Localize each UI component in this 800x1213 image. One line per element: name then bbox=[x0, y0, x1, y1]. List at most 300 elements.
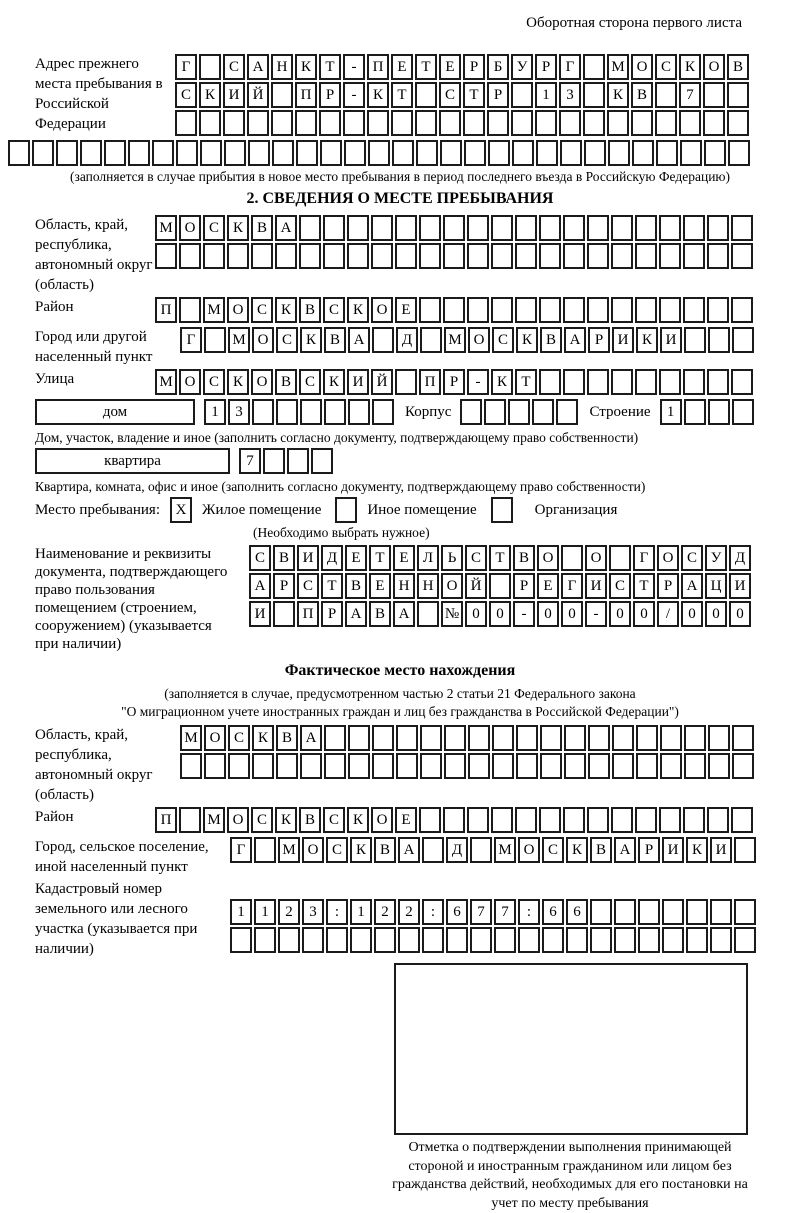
char-box: К bbox=[275, 297, 297, 323]
char-box: В bbox=[345, 573, 367, 599]
char-box: В bbox=[374, 837, 396, 863]
char-box bbox=[368, 140, 390, 166]
char-box: М bbox=[444, 327, 466, 353]
char-box: Г bbox=[633, 545, 655, 571]
actual-location-caption-1: (заполняется в случае, предусмотренном частью 2 статьи 21 Федерального закона bbox=[164, 686, 636, 701]
char-box: Р bbox=[657, 573, 679, 599]
char-box bbox=[539, 297, 561, 323]
char-box bbox=[324, 753, 346, 779]
char-box bbox=[248, 140, 270, 166]
char-box bbox=[155, 243, 177, 269]
char-box bbox=[460, 399, 482, 425]
char-box: : bbox=[326, 899, 348, 925]
char-box: К bbox=[367, 82, 389, 108]
char-box bbox=[296, 140, 318, 166]
char-box: О bbox=[703, 54, 725, 80]
prev-address-row-1 bbox=[175, 54, 751, 80]
char-box bbox=[540, 753, 562, 779]
char-box: Е bbox=[369, 573, 391, 599]
prev-address-row-3 bbox=[175, 110, 751, 136]
char-box: С bbox=[249, 545, 271, 571]
char-box bbox=[179, 243, 201, 269]
char-box bbox=[203, 243, 225, 269]
house-field bbox=[35, 399, 800, 427]
char-box: В bbox=[631, 82, 653, 108]
char-box: К bbox=[227, 215, 249, 241]
char-box bbox=[614, 927, 636, 953]
char-box: К bbox=[295, 54, 317, 80]
char-box bbox=[563, 297, 585, 323]
char-box bbox=[587, 297, 609, 323]
char-box: 1 bbox=[230, 899, 252, 925]
char-box: С bbox=[251, 807, 273, 833]
char-box bbox=[590, 899, 612, 925]
char-box: О bbox=[518, 837, 540, 863]
char-box: С bbox=[251, 297, 273, 323]
char-box: М bbox=[155, 369, 177, 395]
char-box bbox=[516, 725, 538, 751]
char-box bbox=[731, 297, 753, 323]
char-box bbox=[302, 927, 324, 953]
char-box bbox=[583, 110, 605, 136]
char-box bbox=[683, 807, 705, 833]
char-box bbox=[635, 243, 657, 269]
stay-type-label: Место пребывания: bbox=[35, 502, 160, 518]
char-box: Т bbox=[391, 82, 413, 108]
char-box: Р bbox=[513, 573, 535, 599]
char-box: 7 bbox=[494, 899, 516, 925]
char-box bbox=[727, 82, 749, 108]
char-box: № bbox=[441, 601, 463, 627]
char-box bbox=[731, 215, 753, 241]
char-box bbox=[732, 725, 754, 751]
char-box: И bbox=[223, 82, 245, 108]
title-document-label: Наименование и реквизиты документа, подтверждающего право пользования помещением (строением, сооружением) (указывается при наличии) bbox=[35, 546, 228, 652]
char-box bbox=[583, 82, 605, 108]
char-box bbox=[371, 215, 393, 241]
char-box bbox=[708, 753, 730, 779]
prev-address-row-2 bbox=[175, 82, 751, 108]
char-box bbox=[467, 243, 489, 269]
char-box bbox=[683, 369, 705, 395]
char-box: В bbox=[275, 369, 297, 395]
char-box: Р bbox=[588, 327, 610, 353]
char-box: О bbox=[252, 327, 274, 353]
char-box bbox=[179, 297, 201, 323]
char-box bbox=[588, 753, 610, 779]
actual-region-row-1 bbox=[180, 725, 756, 751]
char-box: В bbox=[299, 297, 321, 323]
char-box bbox=[463, 110, 485, 136]
char-box: В bbox=[369, 601, 391, 627]
apartment-number-row bbox=[239, 448, 335, 474]
char-box: / bbox=[657, 601, 679, 627]
char-box bbox=[703, 82, 725, 108]
char-box bbox=[566, 927, 588, 953]
char-box: 0 bbox=[561, 601, 583, 627]
char-box bbox=[252, 753, 274, 779]
char-box bbox=[542, 927, 564, 953]
char-box: Т bbox=[633, 573, 655, 599]
char-box bbox=[659, 297, 681, 323]
char-box bbox=[631, 110, 653, 136]
char-box bbox=[278, 927, 300, 953]
char-box bbox=[539, 243, 561, 269]
char-box bbox=[728, 140, 750, 166]
char-box: Р bbox=[273, 573, 295, 599]
char-box: П bbox=[419, 369, 441, 395]
char-box bbox=[422, 927, 444, 953]
char-box: П bbox=[155, 807, 177, 833]
char-box bbox=[395, 369, 417, 395]
char-box bbox=[224, 140, 246, 166]
char-box: М bbox=[278, 837, 300, 863]
char-box: И bbox=[729, 573, 751, 599]
prev-address-row-4 bbox=[8, 140, 800, 166]
char-box bbox=[299, 215, 321, 241]
char-box bbox=[710, 927, 732, 953]
char-box bbox=[707, 369, 729, 395]
char-box: 2 bbox=[398, 899, 420, 925]
char-box: 1 bbox=[535, 82, 557, 108]
char-box bbox=[468, 725, 490, 751]
char-box bbox=[299, 243, 321, 269]
char-box: С bbox=[299, 369, 321, 395]
char-box bbox=[489, 573, 511, 599]
char-box: О bbox=[251, 369, 273, 395]
char-box bbox=[128, 140, 150, 166]
apartment-field bbox=[35, 448, 800, 476]
char-box: С bbox=[203, 215, 225, 241]
char-box: Й bbox=[247, 82, 269, 108]
char-box bbox=[612, 725, 634, 751]
char-box bbox=[708, 399, 730, 425]
char-box bbox=[732, 327, 754, 353]
char-box: М bbox=[228, 327, 250, 353]
char-box: 6 bbox=[446, 899, 468, 925]
char-box bbox=[252, 399, 274, 425]
char-box: О bbox=[537, 545, 559, 571]
char-box bbox=[420, 725, 442, 751]
char-box: С bbox=[542, 837, 564, 863]
char-box bbox=[443, 215, 465, 241]
char-box: А bbox=[247, 54, 269, 80]
char-box bbox=[470, 927, 492, 953]
char-box: А bbox=[300, 725, 322, 751]
char-box: П bbox=[297, 601, 319, 627]
char-box: К bbox=[679, 54, 701, 80]
char-box bbox=[320, 140, 342, 166]
char-box bbox=[635, 369, 657, 395]
cadastral-row-2 bbox=[230, 927, 758, 953]
char-box bbox=[560, 140, 582, 166]
char-box bbox=[710, 899, 732, 925]
char-box bbox=[632, 140, 654, 166]
char-box bbox=[199, 54, 221, 80]
char-box bbox=[204, 327, 226, 353]
char-box bbox=[227, 243, 249, 269]
char-box: Й bbox=[465, 573, 487, 599]
char-box: С bbox=[323, 807, 345, 833]
actual-city-row bbox=[230, 837, 758, 863]
char-box bbox=[271, 82, 293, 108]
char-box bbox=[686, 927, 708, 953]
char-box bbox=[492, 753, 514, 779]
char-box: Р bbox=[463, 54, 485, 80]
char-box: Б bbox=[487, 54, 509, 80]
char-box bbox=[251, 243, 273, 269]
char-box bbox=[686, 899, 708, 925]
char-box bbox=[374, 927, 396, 953]
char-box: И bbox=[347, 369, 369, 395]
char-box bbox=[611, 215, 633, 241]
char-box bbox=[684, 753, 706, 779]
house-caption: Дом, участок, владение и иное (заполнить согласно документу, подтверждающему право собственности) bbox=[35, 430, 639, 445]
char-box: Р bbox=[638, 837, 660, 863]
char-box: О bbox=[227, 297, 249, 323]
char-box: С bbox=[681, 545, 703, 571]
char-box bbox=[491, 243, 513, 269]
char-box bbox=[491, 215, 513, 241]
char-box: С bbox=[175, 82, 197, 108]
region-label: Область, край, республика, автономный округ (область) bbox=[35, 217, 153, 293]
char-box bbox=[422, 837, 444, 863]
char-box bbox=[732, 753, 754, 779]
actual-region-label: Область, край, республика, автономный округ (область) bbox=[35, 727, 153, 803]
char-box: С bbox=[492, 327, 514, 353]
char-box: И bbox=[612, 327, 634, 353]
char-box: Д bbox=[729, 545, 751, 571]
char-box bbox=[8, 140, 30, 166]
char-box bbox=[607, 110, 629, 136]
char-box bbox=[415, 82, 437, 108]
char-box bbox=[635, 297, 657, 323]
char-box bbox=[564, 725, 586, 751]
char-box bbox=[539, 215, 561, 241]
char-box bbox=[680, 140, 702, 166]
char-box bbox=[396, 753, 418, 779]
char-box bbox=[275, 243, 297, 269]
char-box bbox=[468, 753, 490, 779]
char-box bbox=[179, 807, 201, 833]
district-label: Район bbox=[35, 299, 74, 315]
char-box bbox=[638, 927, 660, 953]
char-box: К bbox=[347, 807, 369, 833]
char-box bbox=[56, 140, 78, 166]
char-box: К bbox=[607, 82, 629, 108]
char-box bbox=[511, 82, 533, 108]
char-box: С bbox=[323, 297, 345, 323]
char-box bbox=[561, 545, 583, 571]
char-box bbox=[200, 140, 222, 166]
char-box: М bbox=[494, 837, 516, 863]
char-box bbox=[440, 140, 462, 166]
char-box bbox=[612, 753, 634, 779]
char-box bbox=[532, 399, 554, 425]
char-box: Е bbox=[393, 545, 415, 571]
char-box bbox=[324, 399, 346, 425]
actual-region-row-2 bbox=[180, 753, 756, 779]
char-box: С bbox=[609, 573, 631, 599]
char-box: О bbox=[179, 215, 201, 241]
char-box bbox=[660, 725, 682, 751]
char-box bbox=[707, 243, 729, 269]
actual-location-caption-2: "О миграционном учете иностранных граждан и лиц без гражданства в Российской Федерации") bbox=[121, 704, 679, 719]
char-box bbox=[731, 807, 753, 833]
char-box bbox=[659, 807, 681, 833]
char-box: - bbox=[467, 369, 489, 395]
char-box bbox=[659, 369, 681, 395]
char-box bbox=[659, 243, 681, 269]
char-box bbox=[204, 753, 226, 779]
char-box: 1 bbox=[350, 899, 372, 925]
region-row-2 bbox=[155, 243, 755, 269]
char-box bbox=[287, 448, 309, 474]
char-box bbox=[704, 140, 726, 166]
char-box: К bbox=[347, 297, 369, 323]
char-box bbox=[254, 927, 276, 953]
char-box: Р bbox=[321, 601, 343, 627]
char-box: Е bbox=[395, 807, 417, 833]
char-box bbox=[311, 448, 333, 474]
char-box bbox=[563, 243, 585, 269]
char-box: 3 bbox=[559, 82, 581, 108]
char-box bbox=[583, 54, 605, 80]
char-box bbox=[276, 399, 298, 425]
char-box bbox=[446, 927, 468, 953]
char-box: С bbox=[326, 837, 348, 863]
char-box bbox=[707, 807, 729, 833]
char-box: И bbox=[249, 601, 271, 627]
char-box: Т bbox=[415, 54, 437, 80]
char-box bbox=[734, 837, 756, 863]
char-box bbox=[511, 110, 533, 136]
char-box bbox=[484, 399, 506, 425]
char-box bbox=[494, 927, 516, 953]
char-box bbox=[470, 837, 492, 863]
char-box: А bbox=[681, 573, 703, 599]
char-box bbox=[395, 243, 417, 269]
apartment-type-box: квартира bbox=[35, 448, 230, 474]
char-box: 0 bbox=[537, 601, 559, 627]
char-box bbox=[635, 215, 657, 241]
char-box: В bbox=[251, 215, 273, 241]
char-box bbox=[563, 807, 585, 833]
char-box bbox=[660, 753, 682, 779]
char-box bbox=[372, 327, 394, 353]
char-box: А bbox=[345, 601, 367, 627]
char-box: Т bbox=[463, 82, 485, 108]
char-box bbox=[367, 110, 389, 136]
checkbox-residential: X bbox=[170, 497, 192, 523]
char-box: : bbox=[518, 899, 540, 925]
char-box bbox=[247, 110, 269, 136]
char-box bbox=[319, 110, 341, 136]
char-box: К bbox=[686, 837, 708, 863]
cadastral-label: Кадастровый номер земельного или лесного участка (указывается при наличии) bbox=[35, 881, 198, 957]
char-box bbox=[80, 140, 102, 166]
char-box: Ь bbox=[441, 545, 463, 571]
char-box bbox=[347, 243, 369, 269]
char-box: К bbox=[516, 327, 538, 353]
char-box bbox=[636, 725, 658, 751]
region-row-1 bbox=[155, 215, 755, 241]
char-box bbox=[564, 753, 586, 779]
char-box: 0 bbox=[681, 601, 703, 627]
char-box: А bbox=[564, 327, 586, 353]
char-box bbox=[683, 297, 705, 323]
char-box: К bbox=[323, 369, 345, 395]
char-box bbox=[727, 110, 749, 136]
char-box: С bbox=[655, 54, 677, 80]
char-box: П bbox=[295, 82, 317, 108]
char-box: И bbox=[585, 573, 607, 599]
char-box bbox=[556, 399, 578, 425]
char-box: - bbox=[343, 54, 365, 80]
title-document-row-2 bbox=[249, 573, 753, 599]
actual-district-field bbox=[8, 807, 800, 835]
char-box bbox=[584, 140, 606, 166]
char-box bbox=[609, 545, 631, 571]
char-box bbox=[417, 601, 439, 627]
prev-address-field bbox=[8, 54, 800, 138]
char-box bbox=[539, 807, 561, 833]
char-box bbox=[487, 110, 509, 136]
char-box bbox=[343, 110, 365, 136]
char-box: 1 bbox=[660, 399, 682, 425]
char-box bbox=[635, 807, 657, 833]
char-box bbox=[559, 110, 581, 136]
char-box: О bbox=[204, 725, 226, 751]
checkbox-organization bbox=[491, 497, 513, 523]
char-box bbox=[734, 927, 756, 953]
char-box: А bbox=[393, 601, 415, 627]
char-box bbox=[444, 725, 466, 751]
confirmation-stamp-box bbox=[394, 963, 748, 1135]
char-box bbox=[732, 399, 754, 425]
char-box: Д bbox=[446, 837, 468, 863]
actual-city-field bbox=[8, 837, 800, 877]
house-type-box: дом bbox=[35, 399, 195, 425]
char-box bbox=[398, 927, 420, 953]
stroenie-row bbox=[660, 399, 756, 425]
char-box bbox=[467, 807, 489, 833]
stay-type-field bbox=[35, 497, 800, 523]
char-box bbox=[419, 243, 441, 269]
char-box bbox=[707, 297, 729, 323]
char-box bbox=[104, 140, 126, 166]
char-box: 3 bbox=[228, 399, 250, 425]
char-box bbox=[662, 899, 684, 925]
char-box bbox=[588, 725, 610, 751]
char-box: И bbox=[662, 837, 684, 863]
char-box bbox=[467, 215, 489, 241]
char-box: И bbox=[660, 327, 682, 353]
char-box bbox=[230, 927, 252, 953]
char-box bbox=[731, 243, 753, 269]
char-box: К bbox=[350, 837, 372, 863]
char-box: : bbox=[422, 899, 444, 925]
char-box bbox=[152, 140, 174, 166]
char-box: С bbox=[297, 573, 319, 599]
option-residential-label: Жилое помещение bbox=[202, 502, 322, 518]
char-box: Е bbox=[391, 54, 413, 80]
char-box bbox=[656, 140, 678, 166]
char-box: 0 bbox=[489, 601, 511, 627]
char-box bbox=[587, 369, 609, 395]
char-box bbox=[444, 753, 466, 779]
char-box bbox=[372, 753, 394, 779]
